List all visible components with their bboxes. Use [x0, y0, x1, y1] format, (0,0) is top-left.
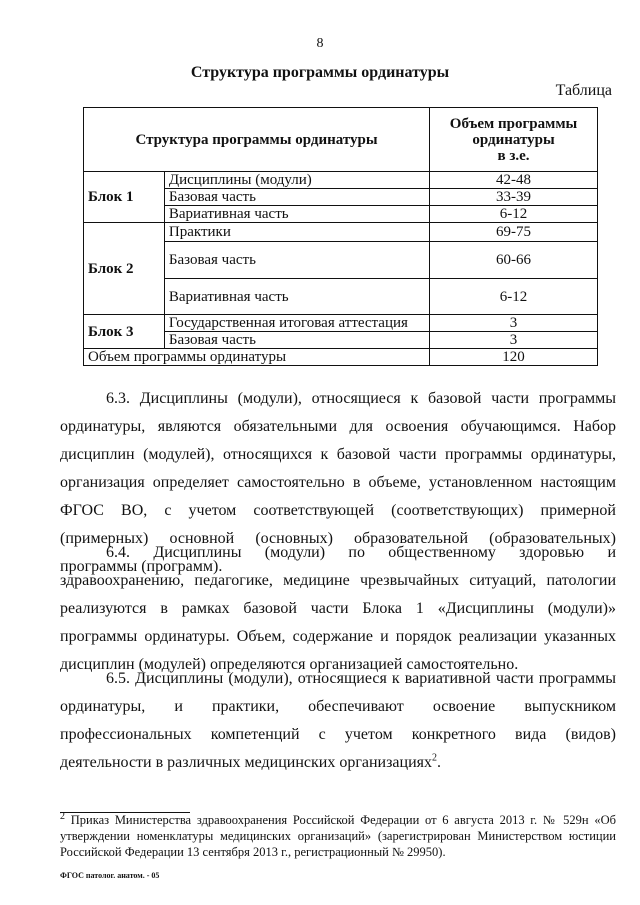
header-volume-line1: Объем программы	[449, 115, 578, 132]
footnote-mark: 2	[60, 810, 65, 822]
table-total-row	[84, 349, 598, 366]
paragraph-6-4	[60, 539, 616, 679]
row-name: Вариативная часть	[164, 279, 429, 315]
header-structure: Структура программы ординатуры	[84, 108, 430, 172]
footnote-reference: 2	[432, 752, 438, 764]
table-row	[84, 172, 598, 189]
row-value: 6-12	[430, 206, 598, 223]
paragraph-6-5	[60, 665, 616, 777]
row-name: Дисциплины (модули)	[164, 172, 429, 189]
block-label: Блок 2	[84, 223, 165, 315]
program-structure-table	[83, 107, 598, 366]
header-volume-line2: ординатуры	[472, 131, 555, 148]
paragraph-text: 6.3. Дисциплины (модули), относящиеся к базовой части программы ординатуры, являются обязательными для освоения обучающимся. Набор дисциплин (модулей), относящихся к базовой части программы ординатуры, организация определяет самостоятельно в объеме, установленном настоящим ФГОС ВО, с учетом соответствующей (соответствующих) примерной (примерных) основной (основных) образовательной (образовательных) программы (программ).	[60, 390, 616, 575]
row-name: Практики	[164, 223, 429, 242]
section-title: Структура программы ординатуры	[190, 64, 450, 81]
table-row	[84, 315, 598, 332]
table-label: Таблица	[555, 82, 612, 99]
paragraph-container: 6.5. Дисциплины (модули), относящиеся к вариативной части программы ординатуры, и практики, обеспечивают освоение выпускником профессиональных компетенций с учетом конкретного вида (видов) деятельности в различных медицинских организациях$^2$.	[60, 670, 616, 771]
paragraph-text: 6.5. Дисциплины (модули), относящиеся к вариативной части программы ординатуры, и практики, обеспечивают освоение выпускником профессиональных компетенций с учетом конкретного вида (видов) деятельности в различных медицинских организациях	[60, 670, 616, 771]
row-name: Вариативная часть	[164, 206, 429, 223]
row-value: 3	[430, 332, 598, 349]
row-value: 33-39	[430, 189, 598, 206]
row-value: 6-12	[430, 279, 598, 315]
block-label: Блок 1	[84, 172, 165, 223]
footnote	[60, 812, 616, 860]
row-value: 42-48	[430, 172, 598, 189]
page-number: 8	[316, 36, 324, 51]
row-name: Базовая часть	[164, 332, 429, 349]
row-value: 60-66	[430, 242, 598, 279]
row-value: 3	[430, 315, 598, 332]
row-name: Базовая часть	[164, 189, 429, 206]
row-name: Государственная итоговая аттестация	[164, 315, 429, 332]
header-volume-line3: в з.е.	[497, 147, 530, 164]
block-label: Блок 3	[84, 315, 165, 349]
footnote-text: Приказ Министерства здравоохранения Российской Федерации от 6 августа 2013 г. № 529н «Об утверждении номенклатуры медицинских организаций» (зарегистрирован Министерством юстиции Российской Федерации 13 сентября 2013 г., регистрационный № 29950).	[60, 813, 616, 859]
row-name: Базовая часть	[164, 242, 429, 279]
table-row	[84, 223, 598, 242]
total-label: Объем программы ординатуры	[84, 349, 430, 366]
paragraph-text: 6.4. Дисциплины (модули) по общественному здоровью и здравоохранению, педагогике, медицине чрезвычайных ситуаций, патологии реализуются в рамках базовой части Блока 1 «Дисциплины (модули)» программы ординатуры. Объем, содержание и порядок реализации указанных дисциплин (модулей) определяются организацией самостоятельно.	[60, 544, 616, 673]
footnote-container	[60, 812, 616, 860]
footer-code: ФГОС патолог. анатом. - 05	[60, 871, 160, 880]
total-value: 120	[430, 349, 598, 366]
header-volume	[430, 108, 598, 172]
row-value: 69-75	[430, 223, 598, 242]
table-header-row	[84, 108, 598, 172]
